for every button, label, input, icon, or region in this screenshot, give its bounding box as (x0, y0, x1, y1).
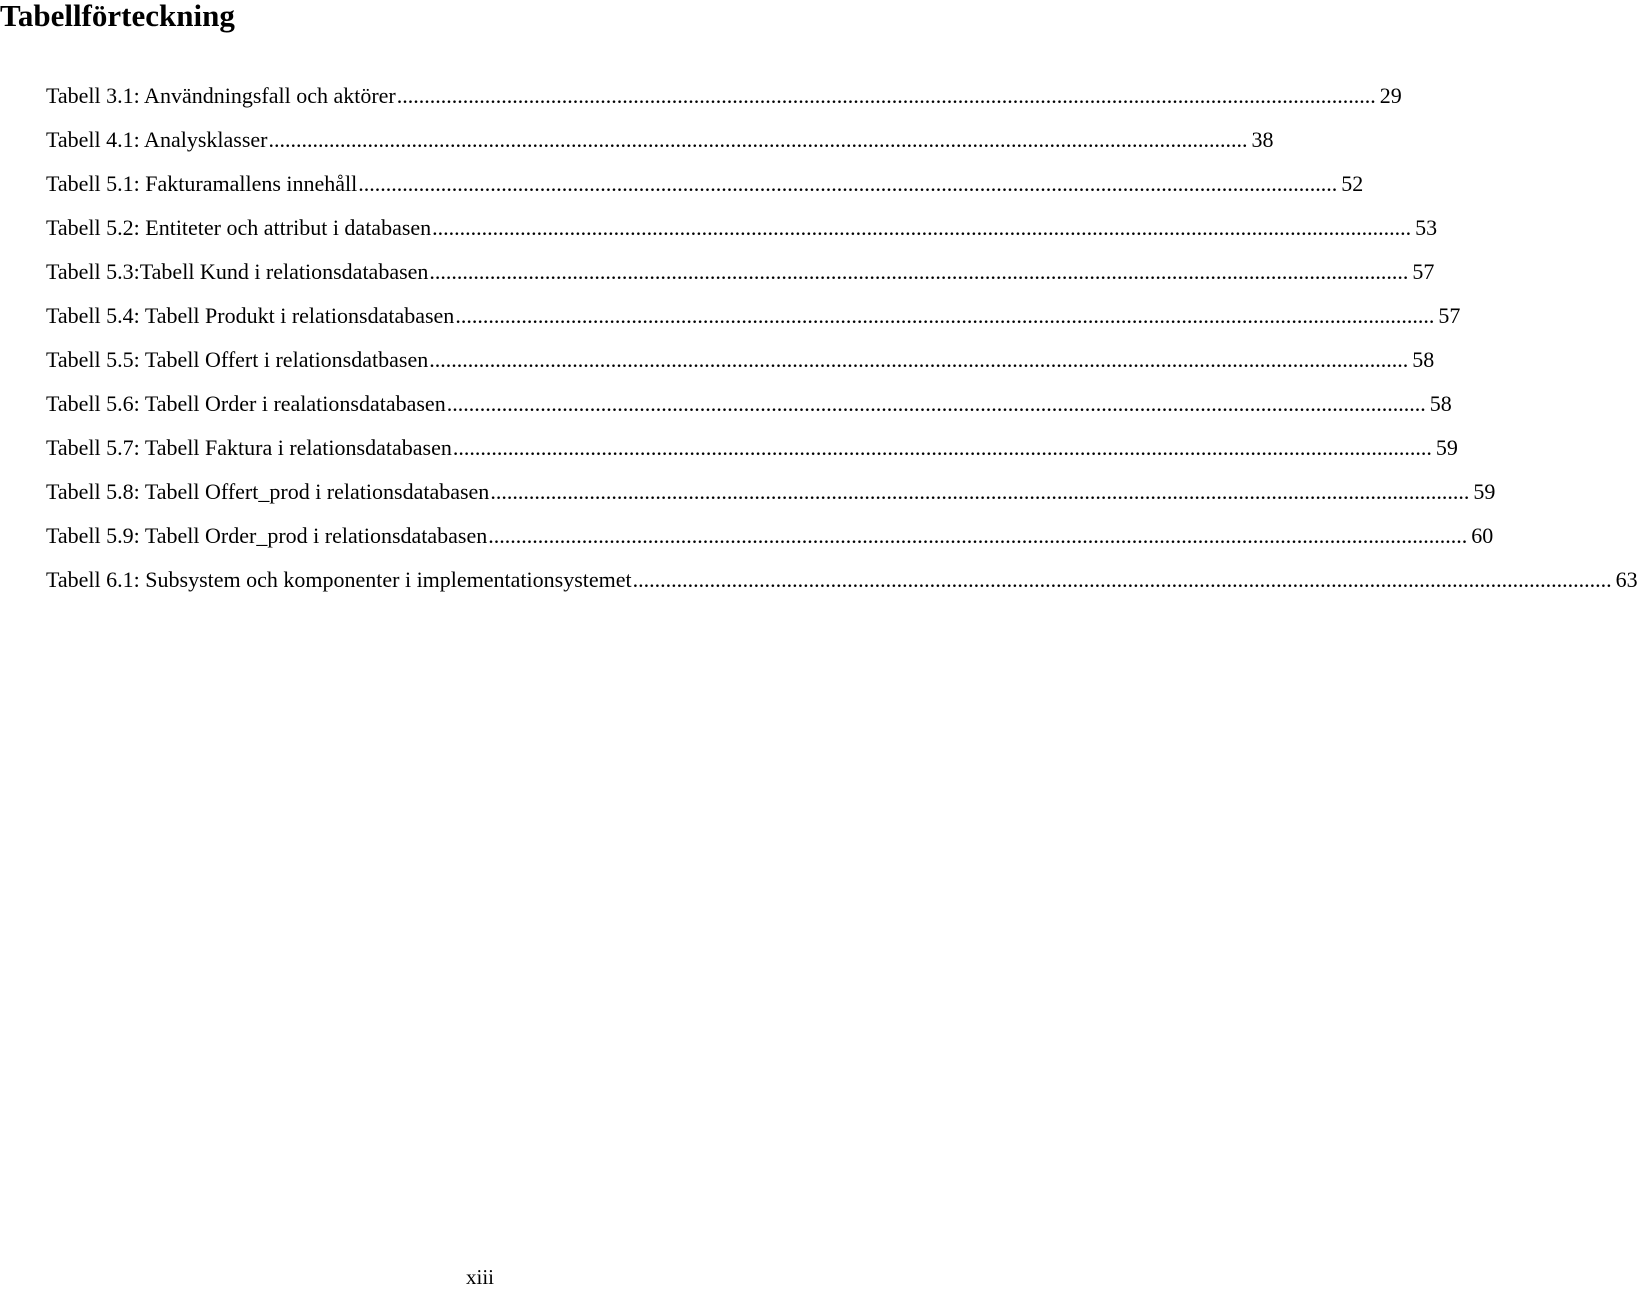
toc-entry[interactable] (46, 470, 1496, 514)
toc-entry-label: Tabell 5.3:Tabell Kund i relationsdatabasen (46, 259, 429, 284)
toc-dot-leader: .................................................................................................................................................................................. (429, 259, 1409, 284)
toc-entry[interactable] (46, 74, 1402, 118)
toc-entry[interactable] (46, 206, 1438, 250)
toc-entry-page: 38 (1251, 127, 1274, 152)
toc-entry-label: Tabell 5.4: Tabell Produkt i relationsdatabasen (46, 303, 455, 328)
toc-entry-page: 59 (1473, 479, 1496, 504)
toc-entry-page: 58 (1412, 347, 1435, 372)
toc-entry[interactable] (46, 558, 1638, 602)
toc-entry[interactable] (46, 514, 1494, 558)
toc-dot-leader: .................................................................................................................................................................................. (632, 567, 1612, 592)
page-number: xiii (465, 1265, 494, 1289)
toc-entry-page: 58 (1429, 391, 1452, 416)
toc-entry-label: Tabell 5.9: Tabell Order_prod i relationsdatabasen (46, 523, 488, 548)
toc-entry-label: Tabell 6.1: Subsystem och komponenter i implementationsystemet (46, 567, 632, 592)
toc-entry-page: 29 (1379, 83, 1402, 108)
toc-entry-label: Tabell 5.7: Tabell Faktura i relationsdatabasen (46, 435, 452, 460)
toc-dot-leader: .................................................................................................................................................................................. (455, 303, 1435, 328)
toc-entry-label: Tabell 5.5: Tabell Offert i relationsdatbasen (46, 347, 429, 372)
toc-dot-leader: .................................................................................................................................................................................. (432, 215, 1412, 240)
toc-entry[interactable] (46, 426, 1458, 470)
toc-entry[interactable] (46, 338, 1435, 382)
toc-entry[interactable] (46, 162, 1364, 206)
toc-entry-page: 63 (1615, 567, 1638, 592)
toc-dot-leader: .................................................................................................................................................................................. (396, 83, 1376, 108)
toc-entry[interactable] (46, 118, 1274, 162)
table-of-tables (46, 74, 1638, 602)
toc-entry-page: 52 (1341, 171, 1364, 196)
toc-entry-page: 57 (1412, 259, 1435, 284)
toc-entry-page: 59 (1435, 435, 1458, 460)
toc-entry-page: 53 (1415, 215, 1438, 240)
toc-dot-leader: .................................................................................................................................................................................. (358, 171, 1338, 196)
toc-dot-leader: .................................................................................................................................................................................. (488, 523, 1468, 548)
toc-entry-label: Tabell 5.8: Tabell Offert_prod i relationsdatabasen (46, 479, 490, 504)
toc-entry[interactable] (46, 382, 1452, 426)
toc-dot-leader: .................................................................................................................................................................................. (452, 435, 1432, 460)
toc-entry-label: Tabell 3.1: Användningsfall och aktörer (46, 83, 396, 108)
toc-entry-label: Tabell 4.1: Analysklasser (46, 127, 268, 152)
toc-dot-leader: .................................................................................................................................................................................. (490, 479, 1470, 504)
toc-dot-leader: .................................................................................................................................................................................. (446, 391, 1426, 416)
page-title: Tabellförteckning (0, 0, 235, 33)
toc-entry-label: Tabell 5.2: Entiteter och attribut i databasen (46, 215, 432, 240)
toc-entry-label: Tabell 5.1: Fakturamallens innehåll (46, 171, 358, 196)
toc-dot-leader: .................................................................................................................................................................................. (429, 347, 1409, 372)
toc-entry[interactable] (46, 250, 1435, 294)
toc-entry[interactable] (46, 294, 1461, 338)
toc-dot-leader: .................................................................................................................................................................................. (268, 127, 1248, 152)
toc-entry-page: 60 (1471, 523, 1494, 548)
toc-entry-label: Tabell 5.6: Tabell Order i realationsdatabasen (46, 391, 446, 416)
toc-entry-page: 57 (1438, 303, 1461, 328)
